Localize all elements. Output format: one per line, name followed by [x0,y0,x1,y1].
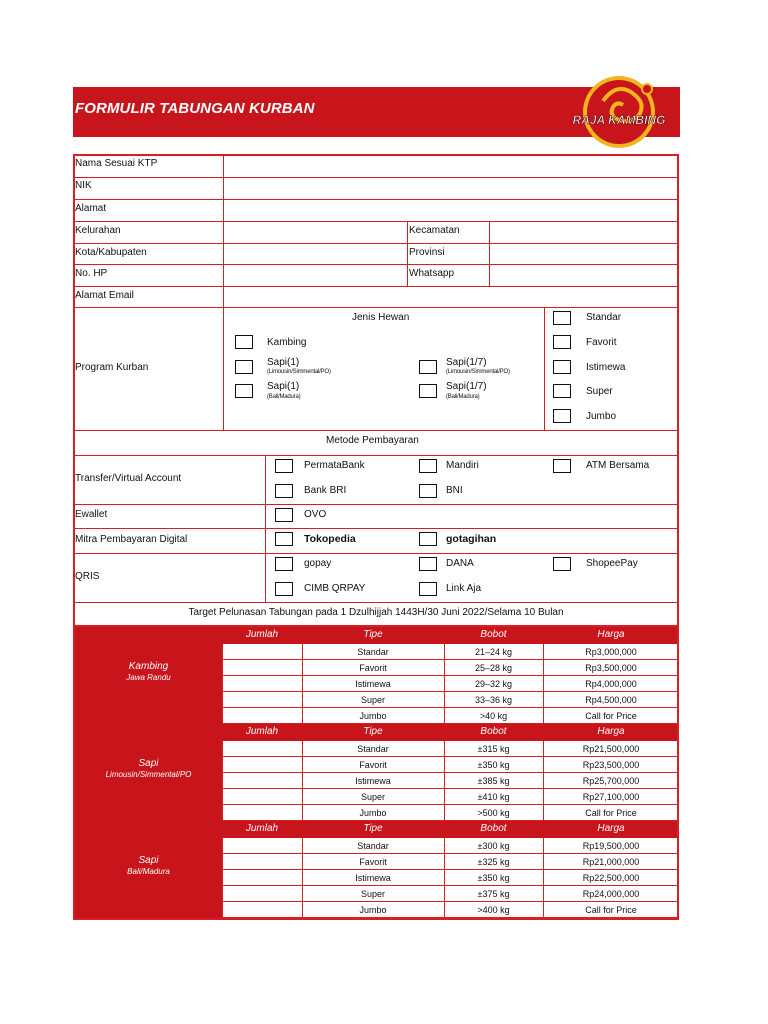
row-tipe: Favorit [359,663,387,673]
nik-input[interactable] [224,178,679,198]
animal-name: Sapi [138,757,159,769]
checkbox-grade-favorit[interactable] [553,335,571,349]
row-harga: Rp19,500,000 [582,841,640,851]
option-cimb-qrpay: CIMB QRPAY [304,583,366,594]
price-header-tipe: Tipe [363,823,383,834]
price-header-tipe: Tipe [363,629,383,640]
checkbox-kambing[interactable] [235,335,253,349]
label-nik: NIK [75,180,92,191]
row-harga: Call for Price [585,905,637,915]
kota-input[interactable] [224,244,406,264]
cell-divider [222,789,223,805]
checkbox-sapi1-bali[interactable] [235,384,253,398]
row-bobot: ±375 kg [477,889,510,899]
price-header-jumlah: Jumlah [245,629,279,640]
form-title: FORMULIR TABUNGAN KURBAN [75,100,315,117]
cell-divider [222,708,223,724]
row-tipe: Istimewa [355,873,391,883]
checkbox-bni[interactable] [419,484,437,498]
row-tipe: Super [360,695,386,705]
checkbox-bank-bri[interactable] [275,484,293,498]
row-tipe: Favorit [359,760,387,770]
checkbox-sapi1-limousin[interactable] [235,360,253,374]
row-bobot: ±350 kg [477,760,510,770]
row-harga: Rp4,000,000 [585,679,637,689]
row-bobot: ±325 kg [477,857,510,867]
row-harga: Rp25,700,000 [582,776,640,786]
label-nama: Nama Sesuai KTP [75,158,158,169]
animal-name: Sapi [138,854,159,866]
checkbox-grade-istimewa[interactable] [553,360,571,374]
cell-divider [222,676,223,692]
row-bobot: 33–36 kg [474,695,513,705]
row-tipe: Standar [357,647,389,657]
label-email: Alamat Email [75,290,134,301]
option-sapi17-limousin-sub: (Limousin/Simmental/PO) [446,369,510,375]
row-tipe: Istimewa [355,776,391,786]
cell-divider [222,773,223,789]
row-tipe: Standar [357,841,389,851]
grade-super: Super [586,386,613,397]
option-bank-bri: Bank BRI [304,485,347,496]
row-bobot: ±315 kg [477,744,510,754]
row-bobot: 21–24 kg [474,647,513,657]
option-sapi1-bali: Sapi(1) [267,381,300,392]
price-header-bobot: Bobot [480,726,507,737]
cell-divider [222,870,223,886]
cell-divider [222,741,223,757]
row-bobot: ±410 kg [477,792,510,802]
label-ewallet: Ewallet [75,509,108,520]
checkbox-link-aja[interactable] [419,582,437,596]
row-tipe: Jumbo [359,905,387,915]
option-gopay: gopay [304,558,332,569]
cell-divider [222,692,223,708]
price-header-harga: Harga [597,823,625,834]
option-kambing: Kambing [267,337,307,348]
row-bobot: >400 kg [477,905,510,915]
label-kelurahan: Kelurahan [75,225,121,236]
row-bobot: >40 kg [479,711,508,721]
checkbox-atm-bersama[interactable] [553,459,571,473]
grade-favorit: Favorit [586,337,617,348]
row-harga: Rp3,500,000 [585,663,637,673]
checkbox-shopeepay[interactable] [553,557,571,571]
label-transfer: Transfer/Virtual Account [75,473,182,484]
option-mandiri: Mandiri [446,460,479,471]
row-tipe: Standar [357,744,389,754]
row-bobot: ±350 kg [477,873,510,883]
option-sapi1-limousin-sub: (Limousin/Simmental/PO) [267,369,331,375]
label-kecamatan: Kecamatan [409,225,460,236]
option-atm-bersama: ATM Bersama [586,460,650,471]
price-header-harga: Harga [597,726,625,737]
row-bobot: 25–28 kg [474,663,513,673]
row-harga: Call for Price [585,808,637,818]
label-alamat: Alamat [75,203,107,214]
option-sapi1-limousin: Sapi(1) [267,357,300,368]
row-harga: Rp23,500,000 [582,760,640,770]
row-bobot: >500 kg [477,808,510,818]
animal-breed: Limousin/Simmental/PO [105,769,192,779]
label-program-kurban: Program Kurban [75,362,149,373]
option-sapi1-bali-sub: (Bali/Madura) [267,394,301,400]
checkbox-dana[interactable] [419,557,437,571]
svg-text:RAJA KAMBING: RAJA KAMBING [572,113,666,127]
row-harga: Rp21,500,000 [582,744,640,754]
price-header-tipe: Tipe [363,726,383,737]
row-bobot: ±385 kg [477,776,510,786]
checkbox-tokopedia[interactable] [275,532,293,546]
cell-divider [222,854,223,870]
cell-divider [222,886,223,902]
row-bobot: ±300 kg [477,841,510,851]
price-header-bobot: Bobot [480,823,507,834]
option-sapi17-limousin: Sapi(1/7) [446,357,487,368]
kecamatan-input[interactable] [490,222,679,242]
label-provinsi: Provinsi [409,247,445,258]
row-tipe: Istimewa [355,679,391,689]
cell-divider [222,757,223,773]
raja-kambing-logo [565,71,675,153]
label-kota: Kota/Kabupaten [75,247,147,258]
checkbox-gotagihan[interactable] [419,532,437,546]
animal-breed: Jawa Randu [126,672,171,682]
checkbox-cimb-qrpay[interactable] [275,582,293,596]
cell-divider [222,838,223,854]
label-mitra: Mitra Pembayaran Digital [75,534,188,545]
grade-standar: Standar [586,312,622,323]
checkbox-permatabank[interactable] [275,459,293,473]
row-harga: Rp24,000,000 [582,889,640,899]
option-tokopedia: Tokopedia [304,533,356,545]
checkbox-sapi17-bali[interactable] [419,384,437,398]
price-header-harga: Harga [597,629,625,640]
row-harga: Rp3,000,000 [585,647,637,657]
row-tipe: Jumbo [359,711,387,721]
kelurahan-input[interactable] [224,222,406,242]
label-whatsapp: Whatsapp [409,268,455,279]
option-dana: DANA [446,558,474,569]
jenis-hewan-title: Jenis Hewan [352,312,410,323]
checkbox-mandiri[interactable] [419,459,437,473]
checkbox-ovo[interactable] [275,508,293,522]
cell-divider [222,805,223,821]
row-tipe: Jumbo [359,808,387,818]
option-gotagihan: gotagihan [446,533,497,545]
row-tipe: Super [360,792,386,802]
row-harga: Call for Price [585,711,637,721]
checkbox-grade-standar[interactable] [553,311,571,325]
option-shopeepay: ShopeePay [586,558,638,569]
row-harga: Rp27,100,000 [582,792,640,802]
email-input[interactable] [224,287,679,307]
price-header-jumlah: Jumlah [245,726,279,737]
price-header-bobot: Bobot [480,629,507,640]
option-link-aja: Link Aja [446,583,482,594]
row-harga: Rp4,500,000 [585,695,637,705]
nama-input[interactable] [224,156,679,176]
checkbox-grade-super[interactable] [553,384,571,398]
cell-divider [222,660,223,676]
cell-divider [222,644,223,660]
metode-pembayaran-title: Metode Pembayaran [326,435,419,446]
provinsi-input[interactable] [490,244,679,264]
row-bobot: 29–32 kg [474,679,513,689]
option-ovo: OVO [304,509,327,520]
checkbox-grade-jumbo[interactable] [553,409,571,423]
grade-istimewa: Istimewa [586,362,626,373]
option-sapi17-bali-sub: (Bali/Madura) [446,394,480,400]
hp-input[interactable] [224,265,406,285]
cell-divider [222,902,223,918]
grade-jumbo: Jumbo [586,411,617,422]
option-sapi17-bali: Sapi(1/7) [446,381,487,392]
checkbox-gopay[interactable] [275,557,293,571]
whatsapp-input[interactable] [490,265,679,285]
checkbox-sapi17-limousin[interactable] [419,360,437,374]
animal-breed: Bali/Madura [127,866,170,876]
label-qris: QRIS [75,571,100,582]
alamat-input[interactable] [224,200,679,220]
label-hp: No. HP [75,268,108,279]
row-tipe: Favorit [359,857,387,867]
row-harga: Rp22,500,000 [582,873,640,883]
row-harga: Rp21,000,000 [582,857,640,867]
animal-name: Kambing [128,660,169,672]
option-permatabank: PermataBank [304,460,365,471]
price-header-jumlah: Jumlah [245,823,279,834]
option-bni: BNI [446,485,463,496]
row-tipe: Super [360,889,386,899]
target-pelunasan: Target Pelunasan Tabungan pada 1 Dzulhijjah 1443H/30 Juni 2022/Selama 10 Bulan [188,607,564,618]
